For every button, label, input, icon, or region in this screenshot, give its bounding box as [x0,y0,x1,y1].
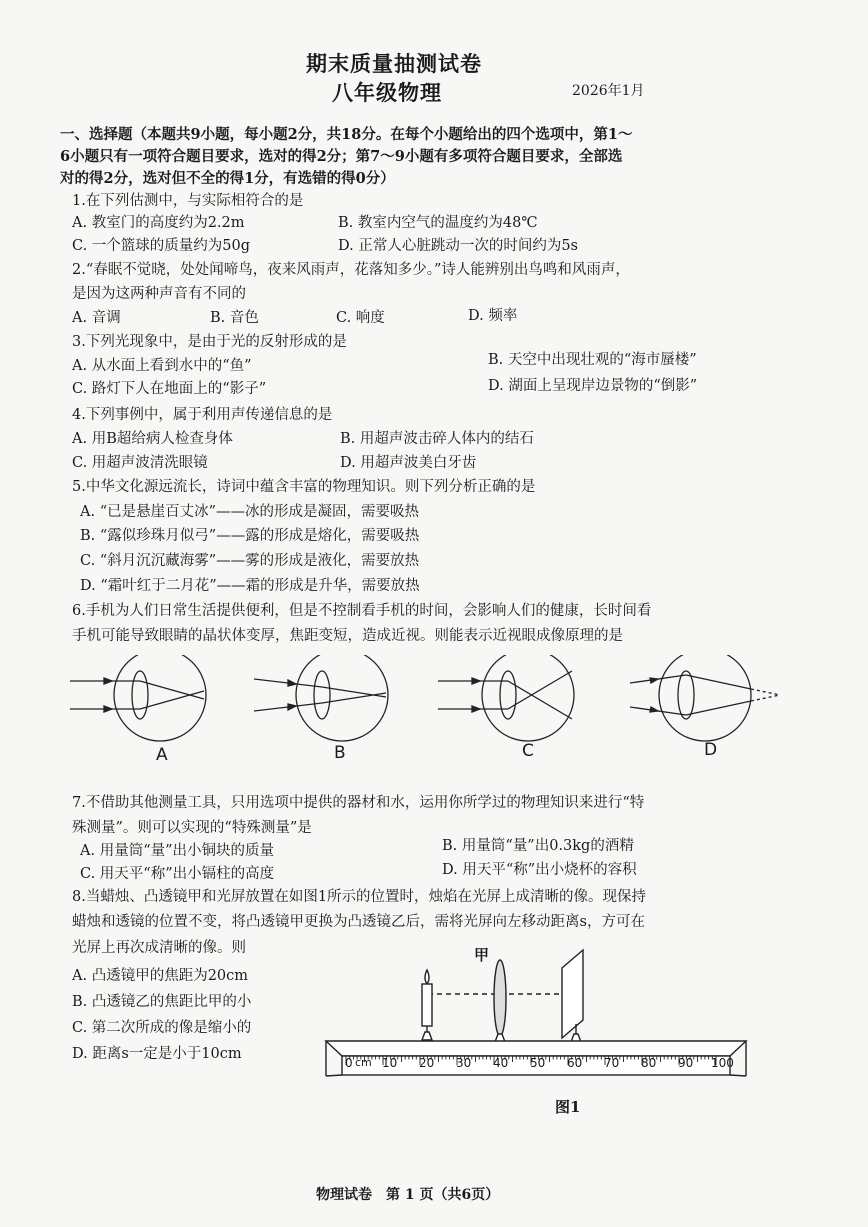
q3-option-c: C. 路灯下人在地面上的“影子” [72,381,267,397]
page-footer: 物理试卷 第 1 页（共6页） [316,1187,500,1203]
scale-label-30: 30 [456,1056,472,1070]
q7-option-a: A. 用量筒“量”出小铜块的质量 [80,843,275,859]
q3-stem: 3.下列光现象中，是由于光的反射形成的是 [72,334,347,350]
q5-option-b: B. “露似珍珠月似弓”——露的形成是熔化，需要吸热 [80,528,420,544]
q8-stem1: 8.当蜡烛、凸透镜甲和光屏放置在如图1所示的位置时，烛焰在光屏上成清晰的像。现保持 [72,889,647,905]
q8-option-a: A. 凸透镜甲的焦距为20cm [72,968,249,984]
q7-stem1: 7.不借助其他测量工具，只用选项中提供的器材和水，运用你所学过的物理知识来进行“特 [72,795,645,811]
candle [422,970,432,1040]
q1-option-d: D. 正常人心脏跳动一次的时间约为5s [338,238,578,254]
scale-label-50: 50 [530,1056,546,1070]
q7-option-b: B. 用量筒“量”出0.3kg的酒精 [442,838,634,854]
q2-option-c: C. 响度 [336,310,385,326]
q5-stem: 5.中华文化源远流长，诗词中蕴含丰富的物理知识。则下列分析正确的是 [72,479,536,495]
q5-option-d: D. “霜叶红于二月花”——霜的形成是升华，需要放热 [80,578,420,594]
q7-option-d: D. 用天平“称”出小烧杯的容积 [442,862,637,878]
q8-stem3: 光屏上再次成清晰的像。则 [72,940,246,956]
eye-diagram-b [254,655,388,741]
q6-stem1: 6.手机为人们日常生活提供便利，但是不控制看手机的时间，会影响人们的健康，长时间看 [72,603,652,619]
scale-label-100: 100 [711,1056,734,1070]
eye-label-b: B [334,743,346,763]
q7-option-c: C. 用天平“称”出小镉柱的高度 [80,866,275,882]
q3-option-a: A. 从水面上看到水中的“鱼” [72,358,252,374]
exam-title: 期末质量抽测试卷 [306,51,482,76]
section1-line3: 对的得2分，选对但不全的得1分，有选错的得0分） [60,170,395,187]
section1-line2: 6小题只有一项符合题目要求，选对的得2分；第7～9小题有多项符合题目要求，全部选 [60,148,623,165]
eye-diagram-c [438,655,574,741]
q4-option-c: C. 用超声波清洗眼镜 [72,455,208,471]
scale-label-20: 20 [419,1056,435,1070]
scale-label-60: 60 [567,1056,583,1070]
q2-option-b: B. 音色 [210,310,259,326]
section1-line1: 一、选择题（本题共9小题，每小题2分，共18分。在每个小题给出的四个选项中，第1～ [60,126,633,143]
scale-label-80: 80 [641,1056,657,1070]
q4-option-d: D. 用超声波美白牙齿 [340,455,477,471]
scale-label-70: 70 [604,1056,620,1070]
q4-option-a: A. 用B超给病人检查身体 [72,431,233,447]
q5-option-a: A. “已是悬崖百丈冰”——冰的形成是凝固，需要吸热 [80,504,420,520]
scale-label-40: 40 [493,1056,509,1070]
eye-diagram-d [630,655,780,741]
q6-stem2: 手机可能导致眼睛的晶状体变厚，焦距变短，造成近视。则能表示近视眼成像原理的是 [72,628,623,644]
q3-option-b: B. 天空中出现壮观的“海市蜃楼” [488,352,697,368]
q4-option-b: B. 用超声波击碎人体内的结石 [340,431,534,447]
scale-label-0: 0 [345,1056,353,1070]
eye-label-d: D [704,740,718,760]
eye-diagram-a [70,655,206,741]
q8-option-b: B. 凸透镜乙的焦距比甲的小 [72,994,252,1010]
exam-subtitle: 八年级物理 [332,80,442,105]
figure-caption: 图1 [555,1098,581,1116]
q7-stem2: 殊测量”。则可以实现的“特殊测量”是 [72,820,312,836]
q5-option-c: C. “斜月沉沉藏海雾”——雾的形成是液化，需要放热 [80,553,420,569]
q1-option-a: A. 教室门的高度约为2.2m [72,215,245,231]
lens-label-jia: 甲 [474,946,490,964]
q8-option-c: C. 第二次所成的像是缩小的 [72,1020,252,1036]
q1-option-c: C. 一个篮球的质量约为50g [72,238,251,254]
q2-stem1: 2.“春眠不觉晓，处处闻啼鸟，夜来风雨声，花落知多少。”诗人能辨别出鸟鸣和风雨声， [72,262,630,278]
scale-label-90: 90 [678,1056,694,1070]
q3-option-d: D. 湖面上呈现岸边景物的“倒影” [488,378,698,394]
eye-label-c: C [522,741,534,761]
q4-stem: 4.下列事例中，属于利用声传递信息的是 [72,407,333,423]
q2-stem2: 是因为这两种声音有不同的 [72,286,246,302]
light-screen [562,950,583,1042]
q8-stem2: 蜡烛和透镜的位置不变，将凸透镜甲更换为凸透镜乙后，需将光屏向左移动距离s，方可在 [72,914,645,930]
scale-label-10: 10 [382,1056,398,1070]
q1-option-b: B. 教室内空气的温度约为48℃ [338,215,538,231]
q2-option-a: A. 音调 [72,310,121,326]
exam-date: 2026年1月 [572,83,645,99]
q2-option-d: D. 频率 [468,308,518,324]
q8-option-d: D. 距离s一定是小于10cm [72,1046,242,1062]
scale-unit: cm [355,1056,372,1069]
eye-label-a: A [156,745,168,765]
q1-stem: 1.在下列估测中，与实际相符合的是 [72,193,304,209]
convex-lens-jia [494,960,506,1042]
scale-labels [342,1056,762,1072]
eye-diagrams [0,655,868,770]
